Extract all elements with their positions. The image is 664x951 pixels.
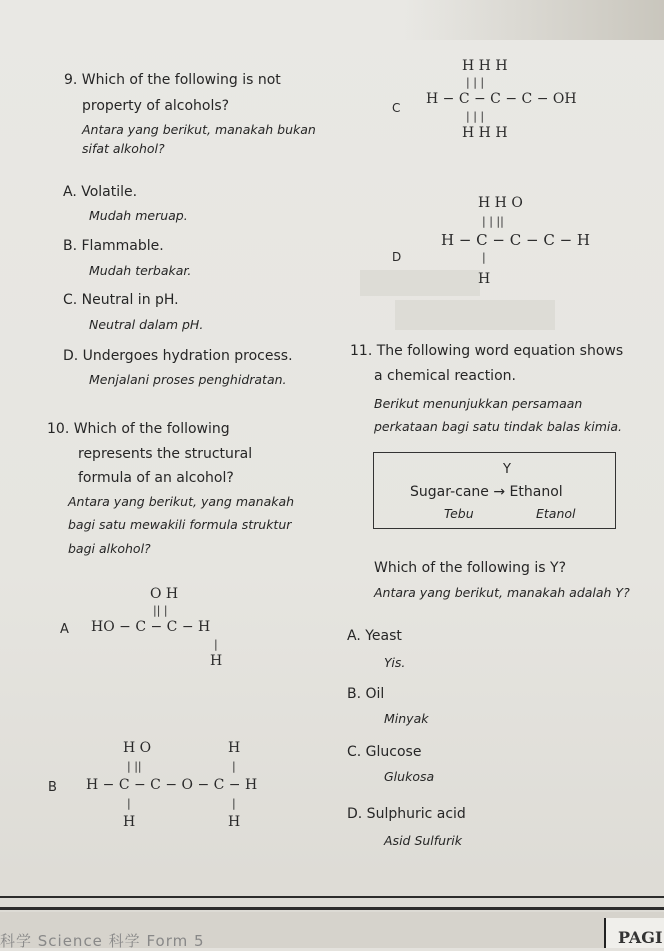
q11-malay: Berikut menunjukkan persamaan — [374, 396, 583, 411]
q11-question: Which of the following is Y? — [374, 560, 567, 576]
structure-b-bonds: | || — [127, 760, 142, 773]
q9-option-b[interactable]: B. Flammable. — [63, 238, 164, 254]
bottom-rule — [0, 907, 664, 910]
structure-d-chain: H − C − C − C − H — [441, 231, 591, 249]
structure-b-bottom: H — [228, 814, 241, 830]
structure-d-letter: D — [392, 250, 402, 264]
q10-malay: bagi alkohol? — [68, 541, 151, 556]
q9-option-c-malay: Neutral dalam pH. — [89, 317, 204, 332]
shadow — [404, 0, 664, 40]
structure-c-letter: C — [392, 101, 401, 115]
structure-a-top: O H — [150, 586, 179, 602]
q11-option-b-malay: Minyak — [384, 711, 429, 726]
q10-malay: bagi satu mewakili formula struktur — [68, 517, 292, 532]
q11-option-c-malay: Glukosa — [384, 769, 435, 784]
q10-text: formula of an alcohol? — [78, 470, 234, 486]
word-equation-box — [373, 452, 616, 529]
q10-malay: Antara yang berikut, yang manakah — [68, 494, 295, 509]
structure-d-top: H H O — [478, 195, 523, 211]
q11-option-c[interactable]: C. Glucose — [347, 744, 422, 760]
q10-text: represents the structural — [78, 446, 253, 462]
q11-option-a-malay: Yis. — [384, 655, 406, 670]
q11-option-d-malay: Asid Sulfurik — [384, 833, 462, 848]
structure-d-bottom: H — [478, 271, 491, 287]
structure-a-bottom: H — [210, 653, 223, 669]
word-equation: Sugar-cane → Ethanol — [410, 484, 563, 500]
structure-b-chain: H − C − C − O − C − H — [86, 777, 258, 793]
q9-malay: sifat alkohol? — [82, 141, 165, 156]
equation-reagent-y: Y — [503, 462, 511, 477]
footer-text: 科学 Science 科学 Form 5 — [0, 932, 205, 950]
q11-malay: perkataan bagi satu tindak balas kimia. — [374, 419, 623, 434]
page-tag: PAGI — [604, 918, 664, 948]
q11-option-d[interactable]: D. Sulphuric acid — [347, 806, 466, 822]
structure-d-bonds: | — [482, 251, 486, 264]
structure-a-letter: A — [60, 622, 69, 637]
q9-option-a[interactable]: A. Volatile. — [63, 184, 138, 200]
background-print-mark — [395, 300, 555, 330]
q11-text: 11. The following word equation shows — [350, 343, 624, 359]
structure-b-bottom: H — [123, 814, 136, 830]
structure-d-bonds: | | || — [482, 215, 504, 228]
structure-a-chain: HO − C − C − H — [91, 619, 211, 635]
structure-b-bonds: | — [127, 797, 131, 810]
q9-text: property of alcohols? — [82, 98, 230, 114]
q11-question-malay: Antara yang berikut, manakah adalah Y? — [374, 585, 630, 600]
structure-c-bottom: H H H — [462, 125, 508, 141]
q11-option-b[interactable]: B. Oil — [347, 686, 385, 702]
structure-a[interactable] — [60, 586, 280, 676]
structure-c[interactable] — [392, 58, 612, 148]
q9-text: 9. Which of the following is not — [64, 72, 281, 88]
q9-option-d-malay: Menjalani proses penghidratan. — [89, 372, 287, 387]
q11-option-a[interactable]: A. Yeast — [347, 628, 402, 644]
structure-b[interactable] — [48, 740, 308, 840]
q9-malay: Antara yang berikut, manakah bukan — [82, 122, 316, 137]
equation-malay-right: Etanol — [536, 506, 576, 521]
structure-b-top: H — [228, 740, 241, 756]
structure-a-bonds: || | — [153, 604, 168, 617]
q10-text: 10. Which of the following — [47, 421, 230, 437]
structure-a-bonds: | — [214, 638, 218, 651]
structure-c-bonds: | | | — [466, 76, 485, 89]
structure-b-letter: B — [48, 780, 57, 795]
bottom-rule — [0, 896, 664, 898]
q9-option-b-malay: Mudah terbakar. — [89, 263, 192, 278]
equation-malay-left: Tebu — [444, 506, 474, 521]
structure-b-bonds: | — [232, 760, 236, 773]
structure-d[interactable] — [392, 195, 622, 295]
structure-b-bonds: | — [232, 797, 236, 810]
structure-b-top: H O — [123, 740, 152, 756]
structure-c-bonds: | | | — [466, 110, 485, 123]
structure-c-top: H H H — [462, 58, 508, 74]
q9-option-a-malay: Mudah meruap. — [89, 208, 188, 223]
q11-text: a chemical reaction. — [374, 368, 516, 384]
q9-option-d[interactable]: D. Undergoes hydration process. — [63, 348, 293, 364]
structure-c-chain: H − C − C − C − OH — [426, 91, 577, 107]
q9-option-c[interactable]: C. Neutral in pH. — [63, 292, 179, 308]
